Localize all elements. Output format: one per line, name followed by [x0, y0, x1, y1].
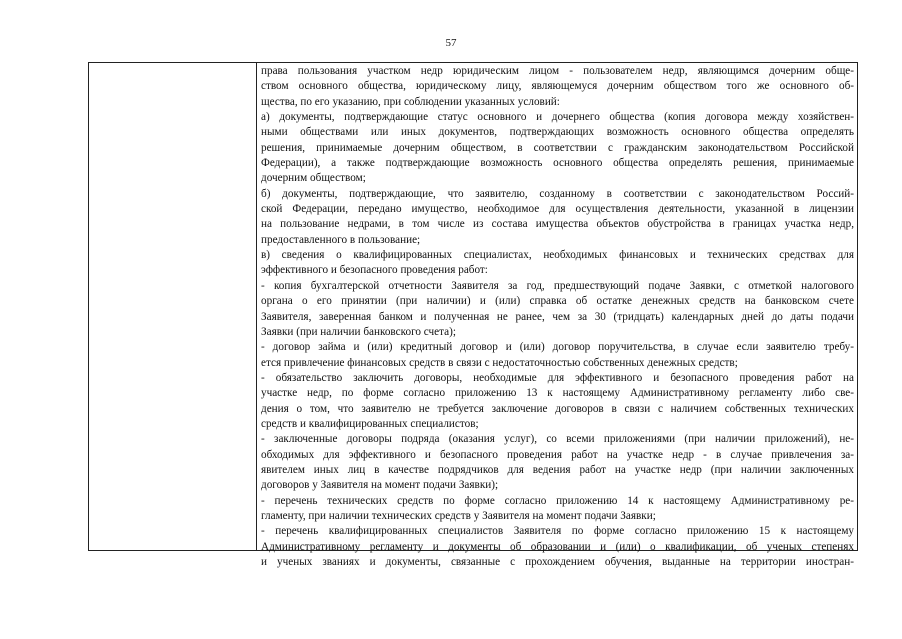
document-table	[88, 62, 858, 568]
text-line: предоставленного в пользование;	[261, 233, 421, 246]
text-line: органа о его принятии (при наличии) и (или) справка об остатке денежных средств на банковском счете	[261, 295, 854, 308]
text-line: Заявителя, заверенная банком и полученная не ранее, чем за 30 (тридцать) календарных дней до даты подачи	[261, 310, 854, 323]
text-line: участке недр, по форме согласно приложению 13 к настоящему Административному регламенту либо све-	[261, 387, 854, 400]
text-line: ской Федерации, передано имущество, необходимое для осуществления деятельности, указанной в лицензии	[261, 203, 854, 216]
text-line: дения о том, что заявителю не требуется заключение договоров в связи с наличием собственных технических	[261, 402, 854, 415]
text-line: - копия бухгалтерской отчетности Заявителя за год, предшествующий подаче Заявки, с отметкой налогового	[261, 279, 854, 292]
text-line: - перечень технических средств по форме согласно приложению 14 к настоящему Административному ре-	[261, 494, 854, 507]
text-line: б) документы, подтверждающие, что заявителю, созданному в соответствии с законодательством Россий-	[261, 187, 854, 200]
text-line: - обязательство заключить договоры, необходимые для эффективного и безопасного проведения работ на	[261, 371, 854, 384]
text-line: Заявки (при наличии банковского счета);	[261, 325, 456, 338]
text-line: ными обществами или иных документов, подтверждающих возможность основного общества определять	[261, 126, 854, 139]
text-line: ется привлечение финансовых средств в связи с недостаточностью собственных денежных средств;	[261, 356, 738, 369]
text-line: а) документы, подтверждающие статус основного и дочернего общества (копия договора между хозяйствен-	[261, 111, 854, 124]
text-line: эффективного и безопасного проведения работ:	[261, 264, 488, 277]
text-line: на пользование недрами, в том числе из состава имущества объектов обустройства в границах участка недр,	[261, 218, 854, 231]
page-number: 57	[445, 37, 457, 49]
text-line: явителем иных лиц в качестве подрядчиков для ведения работ на участке недр (при наличии заключенных	[261, 463, 854, 476]
table-left-cell	[89, 63, 257, 550]
text-line: гламенту, при наличии технических средств у Заявителя на момент подачи Заявки;	[261, 509, 656, 522]
text-line: ством основного общества, юридическому лицу, являющемуся дочерним обществом того же основного об-	[261, 80, 854, 93]
text-line: - договор займа и (или) кредитный договор и (или) договор поручительства, в случае если заявителю требу-	[261, 341, 854, 354]
text-line: дочерним обществом;	[261, 172, 366, 185]
text-line: щества, по его указанию, при соблюдении указанных условий:	[261, 95, 560, 108]
text-line: Административному регламенту и документы об образовании и (или) о квалификации, об ученых степенях	[261, 540, 854, 553]
text-line: и ученых званиях и документы, связанные с прохождением обучения, выданные на территории иностран-	[261, 556, 854, 568]
text-line: обходимых для эффективного и безопасного проведения работ на участке недр - в случае привлечения за-	[261, 448, 854, 461]
text-line: Федерации), а также подтверждающие возможность основного общества определять решения, принимаемые	[261, 157, 854, 170]
text-line: средств и квалифицированных специалистов;	[261, 417, 479, 430]
text-line: договоров у Заявителя на момент подачи Заявки);	[261, 479, 499, 492]
text-line: решения, принимаемые дочерним обществом, в соответствии с гражданским законодательством Российской	[261, 141, 854, 154]
table-text-cell	[257, 63, 857, 568]
text-line: права пользования участком недр юридическим лицом - пользователем недр, являющимся дочерним обще-	[261, 65, 854, 77]
text-line: - перечень квалифицированных специалистов Заявителя по форме согласно приложению 15 к настоящему	[261, 525, 854, 538]
text-line: - заключенные договоры подряда (оказания услуг), со всеми приложениями (при наличии приложений), не-	[261, 433, 854, 446]
text-line: в) сведения о квалифицированных специалистах, необходимых финансовых и технических средствах для	[261, 249, 854, 262]
